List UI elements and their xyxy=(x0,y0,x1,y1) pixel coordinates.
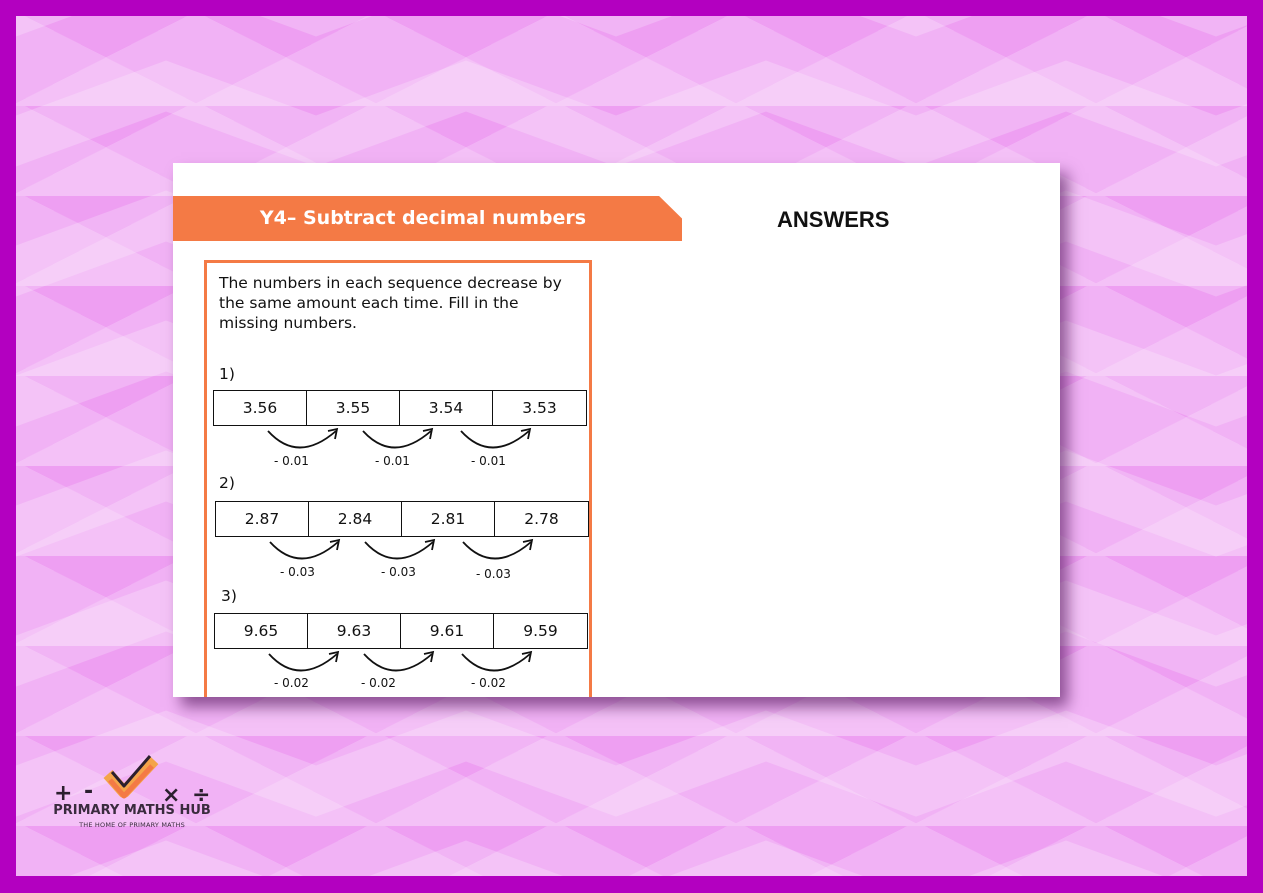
sequence-boxes xyxy=(215,501,589,537)
arc-arrow xyxy=(363,431,431,448)
sequence-cell: 2.81 xyxy=(402,502,495,536)
sequence-cell: 9.61 xyxy=(401,614,494,648)
step-arrows xyxy=(214,649,594,689)
arc-arrow xyxy=(364,654,432,671)
arc-arrow xyxy=(462,654,530,671)
arc-arrow xyxy=(268,431,336,448)
worksheet-title: Y4– Subtract decimal numbers xyxy=(259,207,587,229)
sequence-cell: 2.87 xyxy=(216,502,309,536)
arc-arrow xyxy=(365,542,433,559)
worksheet-card xyxy=(173,163,1060,697)
divide-symbol: ÷ xyxy=(192,783,211,808)
step-label: - 0.02 xyxy=(361,676,396,690)
plus-symbol: + xyxy=(54,781,73,806)
step-label: - 0.03 xyxy=(476,567,511,581)
answers-heading: ANSWERS xyxy=(777,207,890,232)
multiply-symbol: × xyxy=(162,783,181,808)
step-label: - 0.03 xyxy=(280,565,315,579)
sequence-boxes xyxy=(213,390,587,426)
minus-symbol: - xyxy=(84,779,94,804)
sequence-boxes xyxy=(214,613,588,649)
step-label: - 0.01 xyxy=(375,454,410,468)
question-number: 2) xyxy=(219,474,235,492)
arc-arrow xyxy=(461,431,529,448)
step-label: - 0.01 xyxy=(471,454,506,468)
step-label: - 0.02 xyxy=(274,676,309,690)
arc-arrow xyxy=(269,654,337,671)
brand-tagline: THE HOME OF PRIMARY MATHS xyxy=(79,821,185,829)
step-label: - 0.03 xyxy=(381,565,416,579)
step-label: - 0.01 xyxy=(274,454,309,468)
zigzag-band xyxy=(16,866,1247,876)
arc-arrow xyxy=(463,542,531,559)
question-number: 1) xyxy=(219,365,235,383)
sequence-cell: 9.59 xyxy=(523,622,558,640)
sequence-cell: 3.53 xyxy=(522,399,557,417)
sequence-cell: 9.65 xyxy=(215,614,308,648)
arc-arrow xyxy=(270,542,338,559)
instructions-text: The numbers in each sequence decrease by the same amount each time. Fill in the missing numbers. xyxy=(219,274,562,332)
sequence-cell: 3.54 xyxy=(400,391,493,425)
sequence-cell: 3.55 xyxy=(307,391,400,425)
question-number: 3) xyxy=(221,587,237,605)
checkmark-icon xyxy=(108,756,154,796)
brand-name: PRIMARY MATHS HUB xyxy=(53,803,211,818)
sequence-cell: 3.56 xyxy=(214,391,307,425)
sequence-cell: 9.63 xyxy=(308,614,401,648)
step-label: - 0.02 xyxy=(471,676,506,690)
primary-maths-hub-logo xyxy=(40,752,230,832)
zigzag-band xyxy=(16,86,1247,141)
sequence-cell: 2.78 xyxy=(524,510,559,528)
sequence-cell: 2.84 xyxy=(309,502,402,536)
